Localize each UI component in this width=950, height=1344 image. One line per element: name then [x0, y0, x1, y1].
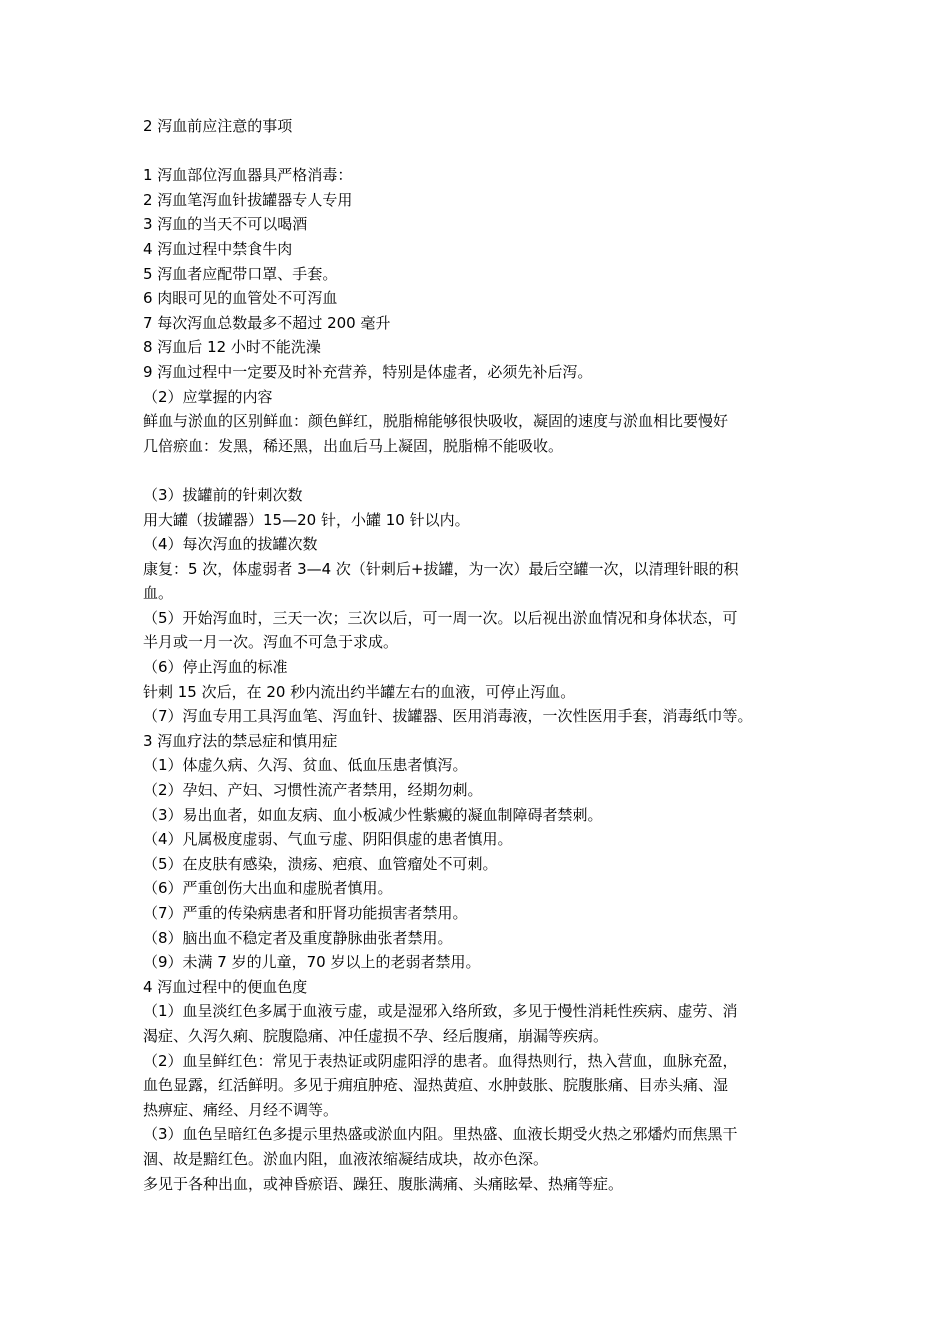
text-line: 8 泻血后 12 小时不能洗澡 [143, 338, 321, 357]
text-line: 7 每次泻血总数最多不超过 200 毫升 [143, 313, 391, 332]
text-line: 血。 [143, 584, 174, 603]
text-line: （2）应掌握的内容 [143, 387, 273, 406]
text-line: 涸、故是黯红色。淤血内阻，血液浓缩凝结成块，故亦色深。 [143, 1149, 549, 1168]
text-line: 热痹症、痛经、月经不调等。 [143, 1100, 339, 1119]
text-line: （3）血色呈暗红色多提示里热盛或淤血内阻。里热盛、血液长期受火热之邪燔灼而焦黑干 [143, 1125, 738, 1144]
text-line: 鲜血与淤血的区别鲜血：颜色鲜红，脱脂棉能够很快吸收，凝固的速度与淤血相比要慢好 [143, 412, 729, 431]
text-line: （8）脑出血不稳定者及重度静脉曲张者禁用。 [143, 928, 453, 947]
text-line: 5 泻血者应配带口罩、手套。 [143, 264, 338, 283]
text-line: 4 泻血过程中的便血色度 [143, 977, 308, 996]
text-line: （7）严重的传染病患者和肝肾功能损害者禁用。 [143, 904, 468, 922]
text-line: 渴症、久泻久痢、脘腹隐痛、冲任虚损不孕、经后腹痛，崩漏等疾病。 [143, 1026, 609, 1045]
text-line: （9）未满 7 岁的儿童，70 岁以上的老弱者禁用。 [143, 953, 481, 972]
text-line: 康复：5 次，体虚弱者 3—4 次（针刺后+拔罐，为一次）最后空罐一次，以清理针眼的积 [143, 559, 739, 578]
text-line: （5）在皮肤有感染，溃疡、疤痕、血管瘤处不可刺。 [143, 854, 498, 873]
document-body [143, 114, 833, 1196]
blank-line [143, 458, 833, 483]
text-line: 2 泻血前应注意的事项 [143, 117, 293, 135]
text-line: （7）泻血专用工具泻血笔、泻血针、拔罐器、医用消毒液，一次性医用手套，消毒纸巾等。 [143, 707, 753, 726]
text-line: （2）孕妇、产妇、习惯性流产者禁用，经期勿刺。 [143, 781, 483, 800]
text-line: 2 泻血笔泻血针拔罐器专人专用 [143, 190, 353, 209]
text-line: 用大罐（拔罐器）15—20 针，小罐 10 针以内。 [143, 510, 470, 529]
text-line: （6）停止泻血的标准 [143, 658, 288, 677]
text-line: （1）血呈淡红色多属于血液亏虚，或是湿邪入络所致，多见于慢性消耗性疾病、虚劳、消 [143, 1002, 738, 1021]
text-line: 1 泻血部位泻血器具严格消毒： [143, 166, 353, 185]
text-line: 4 泻血过程中禁食牛肉 [143, 239, 293, 258]
text-line: （1）体虚久病、久泻、贫血、低血压患者慎泻。 [143, 756, 468, 775]
text-line: （6）严重创伤大出血和虚脱者慎用。 [143, 879, 393, 898]
text-line: 多见于各种出血，或神昏瘀语、躁狂、腹胀满痛、头痛眩晕、热痛等症。 [143, 1174, 624, 1193]
text-line: （4）凡属极度虚弱、气血亏虚、阴阳俱虚的患者慎用。 [143, 830, 513, 849]
text-line: 针刺 15 次后，在 20 秒内流出约半罐左右的血液，可停止泻血。 [143, 682, 576, 701]
text-line: 几倍瘀血：发黑，稀还黑，出血后马上凝固，脱脂棉不能吸收。 [143, 436, 564, 455]
text-line: 9 泻血过程中一定要及时补充营养，特别是体虚者，必须先补后泻。 [143, 362, 593, 381]
text-line: （3）拔罐前的针刺次数 [143, 485, 303, 504]
text-line: （3）易出血者，如血友病、血小板减少性紫癜的凝血制障碍者禁刺。 [143, 805, 603, 824]
text-line: 6 肉眼可见的血管处不可泻血 [143, 289, 338, 308]
text-line: 3 泻血疗法的禁忌症和慎用症 [143, 731, 338, 750]
text-line: （5）开始泻血时，三天一次；三次以后，可一周一次。以后视出淤血情况和身体状态，可 [143, 608, 738, 627]
text-line: 半月或一月一次。泻血不可急于求成。 [143, 633, 399, 652]
blank-line [143, 139, 833, 164]
text-line: （2）血呈鲜红色：常见于表热证或阴虚阳浮的患者。血得热则行，热入营血，血脉充盈， [143, 1051, 738, 1070]
text-line: 血色显露，红活鲜明。多见于痈疽肿疮、湿热黄疸、水肿鼓胀、脘腹胀痛、目赤头痛、湿 [143, 1076, 729, 1095]
text-line: （4）每次泻血的拔罐次数 [143, 535, 318, 554]
text-line: 3 泻血的当天不可以喝酒 [143, 215, 308, 234]
